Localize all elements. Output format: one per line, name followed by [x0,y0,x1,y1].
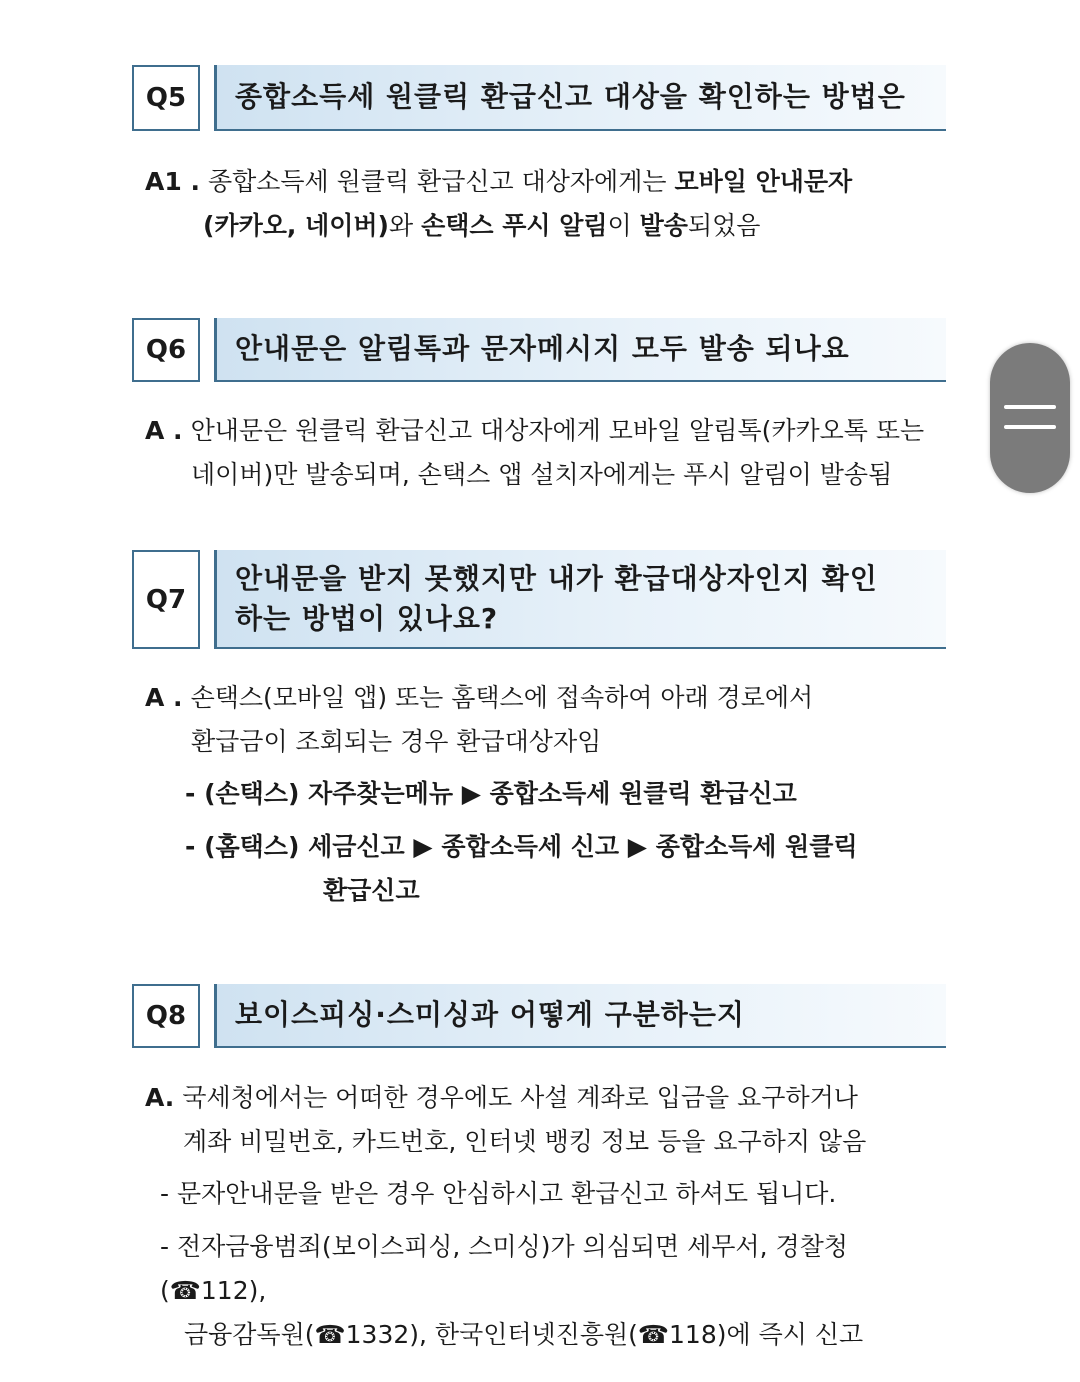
answer-bold-text: (카카오, 네이버) [203,211,389,240]
answer-bold-text: 발송 [639,211,688,240]
answer-label: A1 . [145,167,200,196]
answer-label: A. [145,1083,175,1112]
answer-bold-text: 모바일 안내문자 [674,167,853,196]
answer-bold-text: 손택스 푸시 알림 [421,211,608,240]
question-title-q7-line1: 안내문을 받지 못했지만 내가 환급대상자인지 확인 [235,561,878,595]
answer-q5-line2 [145,204,950,248]
question-title-q6: 안내문은 알림톡과 문자메시지 모두 발송 되나요 [214,318,946,382]
answer-text: 되었음 [687,211,761,240]
answer-q5-line1 [145,160,950,204]
answer-q8-line1 [145,1076,950,1120]
question-number-q7: Q7 [132,550,200,649]
answer-text: 안내문은 원클릭 환급신고 대상자에게 모바일 알림톡(카카오톡 또는 [190,416,925,445]
answer-text: 손택스(모바일 앱) 또는 홈택스에 접속하여 아래 경로에서 [190,683,814,712]
path-sontax: - (손택스) 자주찾는메뉴 ▶ 종합소득세 원클릭 환급신고 [185,779,797,808]
answer-q6-line1 [145,409,950,453]
note-safe-refund: - 문자안내문을 받은 경우 안심하시고 환급신고 하셔도 됩니다. [160,1179,837,1208]
answer-text: 국세청에서는 어떠한 경우에도 사설 계좌로 입금을 요구하거나 [182,1083,858,1112]
answer-q8-line2: 계좌 비밀번호, 카드번호, 인터넷 뱅킹 정보 등을 요구하지 않음 [183,1127,867,1156]
answer-q5 [145,160,950,248]
question-q6-header [132,318,946,382]
note-report-fraud [160,1225,950,1357]
answer-q7-line2: 환급금이 조회되는 경우 환급대상자임 [191,727,602,756]
question-title-q8: 보이스피싱·스미싱과 어떻게 구분하는지 [214,984,946,1048]
answer-text: 이 [607,211,640,240]
answer-text: 와 [388,211,422,240]
path-hometax [185,825,955,913]
answer-q7 [145,676,950,764]
answer-q6-line2: 네이버)만 발송되며, 손택스 앱 설치자에게는 푸시 알림이 발송됨 [191,460,893,489]
question-title-q7 [214,550,946,649]
question-title-q5: 종합소득세 원클릭 환급신고 대상을 확인하는 방법은 [214,65,946,131]
answer-text: 종합소득세 원클릭 환급신고 대상자에게는 [207,167,675,196]
path-hometax-line2: 환급신고 [323,876,420,905]
answer-q6 [145,409,950,497]
note-report-fraud-line2: 금융감독원(☎1332), 한국인터넷진흥원(☎118)에 즉시 신고 [184,1320,864,1349]
question-title-q7-line2: 하는 방법이 있나요? [235,601,499,635]
answer-label: A . [145,416,183,445]
question-q8-header [132,984,946,1048]
note-report-fraud-line1: - 전자금융범죄(보이스피싱, 스미싱)가 의심되면 세무서, 경찰청(☎112), [160,1232,848,1305]
path-hometax-line1: - (홈택스) 세금신고 ▶ 종합소득세 신고 ▶ 종합소득세 원클릭 [185,832,858,861]
question-number-q5: Q5 [132,65,200,131]
question-number-q6: Q6 [132,318,200,382]
answer-label: A . [145,683,183,712]
answer-q7-line1 [145,676,950,720]
question-q5-header [132,65,946,131]
question-q7-header [132,550,946,649]
answer-q8 [145,1076,950,1164]
scroll-handle[interactable] [990,343,1070,493]
question-number-q8: Q8 [132,984,200,1048]
